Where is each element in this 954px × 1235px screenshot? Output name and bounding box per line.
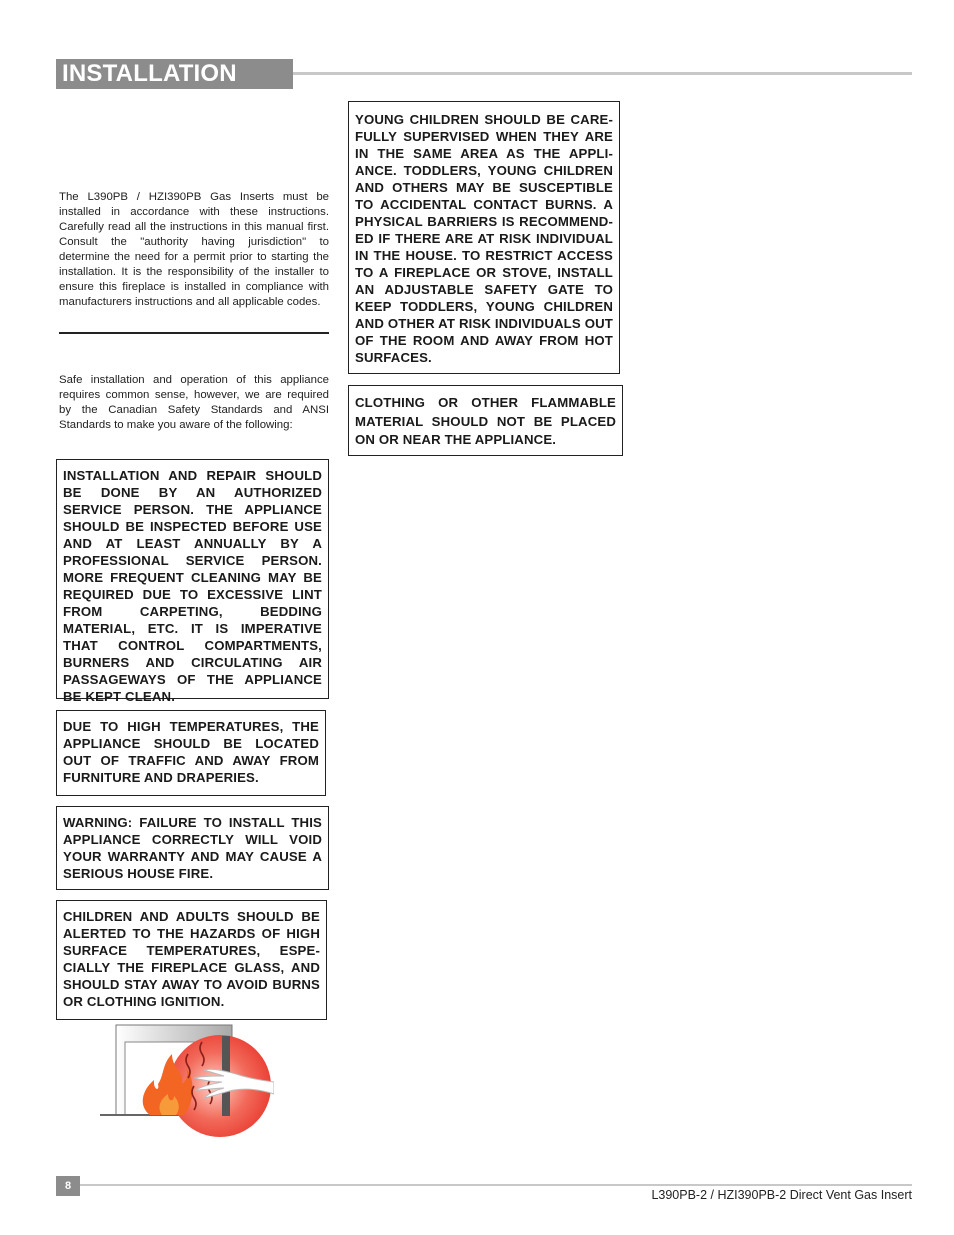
intro-paragraph: The L390PB / HZI390PB Gas Inserts must be installed in accordance with these instructions. Carefully read all the instructions in this manual first. Consult the "authority having jurisdiction" to determine the need for a permit prior to starting the installation. It is the responsibility of the installer to ensure this fireplace is installed in compliance with manufacturers instructions and all applicable codes. [59, 191, 329, 308]
warning-children-adults: CHILDREN AND ADULTS SHOULD BE ALERTED TO THE HAZARDS OF HIGH SURFACE TEMPERATURES, ESPE- CIALLY THE FIREPLACE GLASS, AND SHOULD STAY AWAY TO AVOID BURNS OR CLOTHING IGNITION. [56, 900, 327, 1020]
section-divider [59, 332, 329, 334]
warning-install-failure: WARNING: FAILURE TO INSTALL THIS APPLIANCE CORRECTLY WILL VOID YOUR WARRANTY AND MAY CAUSE A SERIOUS HOUSE FIRE. [56, 806, 329, 890]
section-title: INSTALLATION [56, 59, 293, 89]
header-rule [293, 72, 912, 75]
warning-clothing-flammable: CLOTHING OR OTHER FLAMMABLE MATERIAL SHOULD NOT BE PLACED ON OR NEAR THE APPLIANCE. [348, 385, 623, 456]
safety-paragraph: Safe installation and operation of this appliance requires common sense, however, we are required by the Canadian Safety Standards and ANSI Standards to make you aware of the following: [59, 374, 329, 431]
warning-high-temperatures: DUE TO HIGH TEMPERATURES, THE APPLIANCE SHOULD BE LOCATED OUT OF TRAFFIC AND AWAY FROM FURNITURE AND DRAPERIES. [56, 710, 326, 796]
document-title: L390PB-2 / HZI390PB-2 Direct Vent Gas Insert [651, 1188, 912, 1202]
hot-surface-hand-icon [98, 1024, 274, 1137]
warning-installation-repair: INSTALLATION AND REPAIR SHOULD BE DONE BY AN AUTHORIZED SERVICE PERSON. THE APPLIANCE SHOULD BE INSPECTED BEFORE USE AND AT LEAST ANNUALLY BY A PROFESSIONAL SERVICE PERSON. MORE FREQUENT CLEANING MAY BE REQUIRED DUE TO EXCESSIVE LINT FROM CARPETING, BEDDING MATERIAL, ETC. IT IS IMPERATIVE THAT CONTROL COMPARTMENTS, BURNERS AND CIRCULATING AIR PASSAGEWAYS OF THE APPLIANCE BE KEPT CLEAN. [56, 459, 329, 699]
footer-rule [80, 1184, 912, 1186]
page-number: 8 [56, 1176, 80, 1196]
warning-young-children: YOUNG CHILDREN SHOULD BE CARE- FULLY SUPERVISED WHEN THEY ARE IN THE SAME AREA AS THE APPLI- ANCE. TODDLERS, YOUNG CHILDREN AND OTHERS MAY BE SUSCEPTIBLE TO ACCIDENTAL CONTACT BURNS. A PHYSICAL BARRIERS IS RECOMMEND- ED IF THERE ARE AT RISK INDIVIDUAL IN THE HOUSE. TO RESTRICT ACCESS TO A FIREPLACE OR STOVE, INSTALL AN ADJUSTABLE SAFETY GATE TO KEEP TODDLERS, YOUNG CHILDREN AND OTHER AT RISK INDIVIDUALS OUT OF THE ROOM AND AWAY FROM HOT SURFACES. [348, 101, 620, 374]
